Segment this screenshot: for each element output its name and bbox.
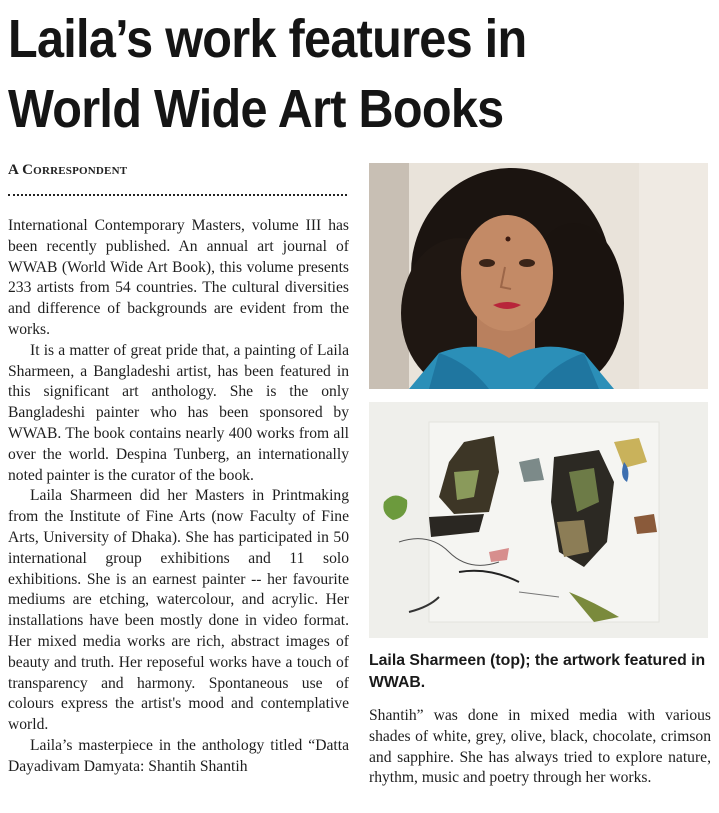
paragraph-4: Laila’s masterpiece in the anthology titled “Datta Dayadivam Damyata: Shantih Shantih <box>8 736 349 775</box>
dotted-divider <box>8 194 347 196</box>
artist-portrait-photo <box>369 163 708 389</box>
featured-artwork-image <box>369 402 708 638</box>
byline: A Correspondent <box>8 162 128 178</box>
article-body <box>8 216 349 813</box>
article-continuation: Shantih” was done in mixed media with various shades of white, grey, olive, black, chocolate, crimson and sapphire. She has always tried to explore nature, rhythm, music and poetry through her works. <box>369 707 711 787</box>
headline: Laila’s work features in World Wide Art Books <box>8 9 527 139</box>
paragraph-1: International Contemporary Masters, volume III has been recently published. An annual art journal of WWAB (World Wide Art Book), this volume presents 233 artists from 54 countries. The cultural diversities and difference of backgrounds are evident from the works. <box>8 217 349 338</box>
paragraph-2: It is a matter of great pride that, a painting of Laila Sharmeen, a Bangladeshi artist, has been featured in this significant art anthology. She is the only Bangladeshi painter who has been sponsored by WWAB. The book contains nearly 400 works from all over the world. Despina Tunberg, an internationally noted painter is the curator of the book. <box>8 341 349 484</box>
photo-caption: Laila Sharmeen (top); the artwork featured in WWAB. <box>369 652 706 691</box>
paragraph-3: Laila Sharmeen did her Masters in Printmaking from the Institute of Fine Arts (now Faculty of Fine Arts, University of Dhaka). She has participated in 50 international group exhibitions and 11 solo exhibitions. She is an earnest painter -- her favourite mediums are etching, watercolour, and acrylic. Her installations have been mostly done in video format. Her mixed media works are rich, abstract images of beauty and truth. Her reposeful works have a touch of transparency and harmony. Spontaneous use of colours express the artist's mood and contemplative world. <box>8 487 349 734</box>
